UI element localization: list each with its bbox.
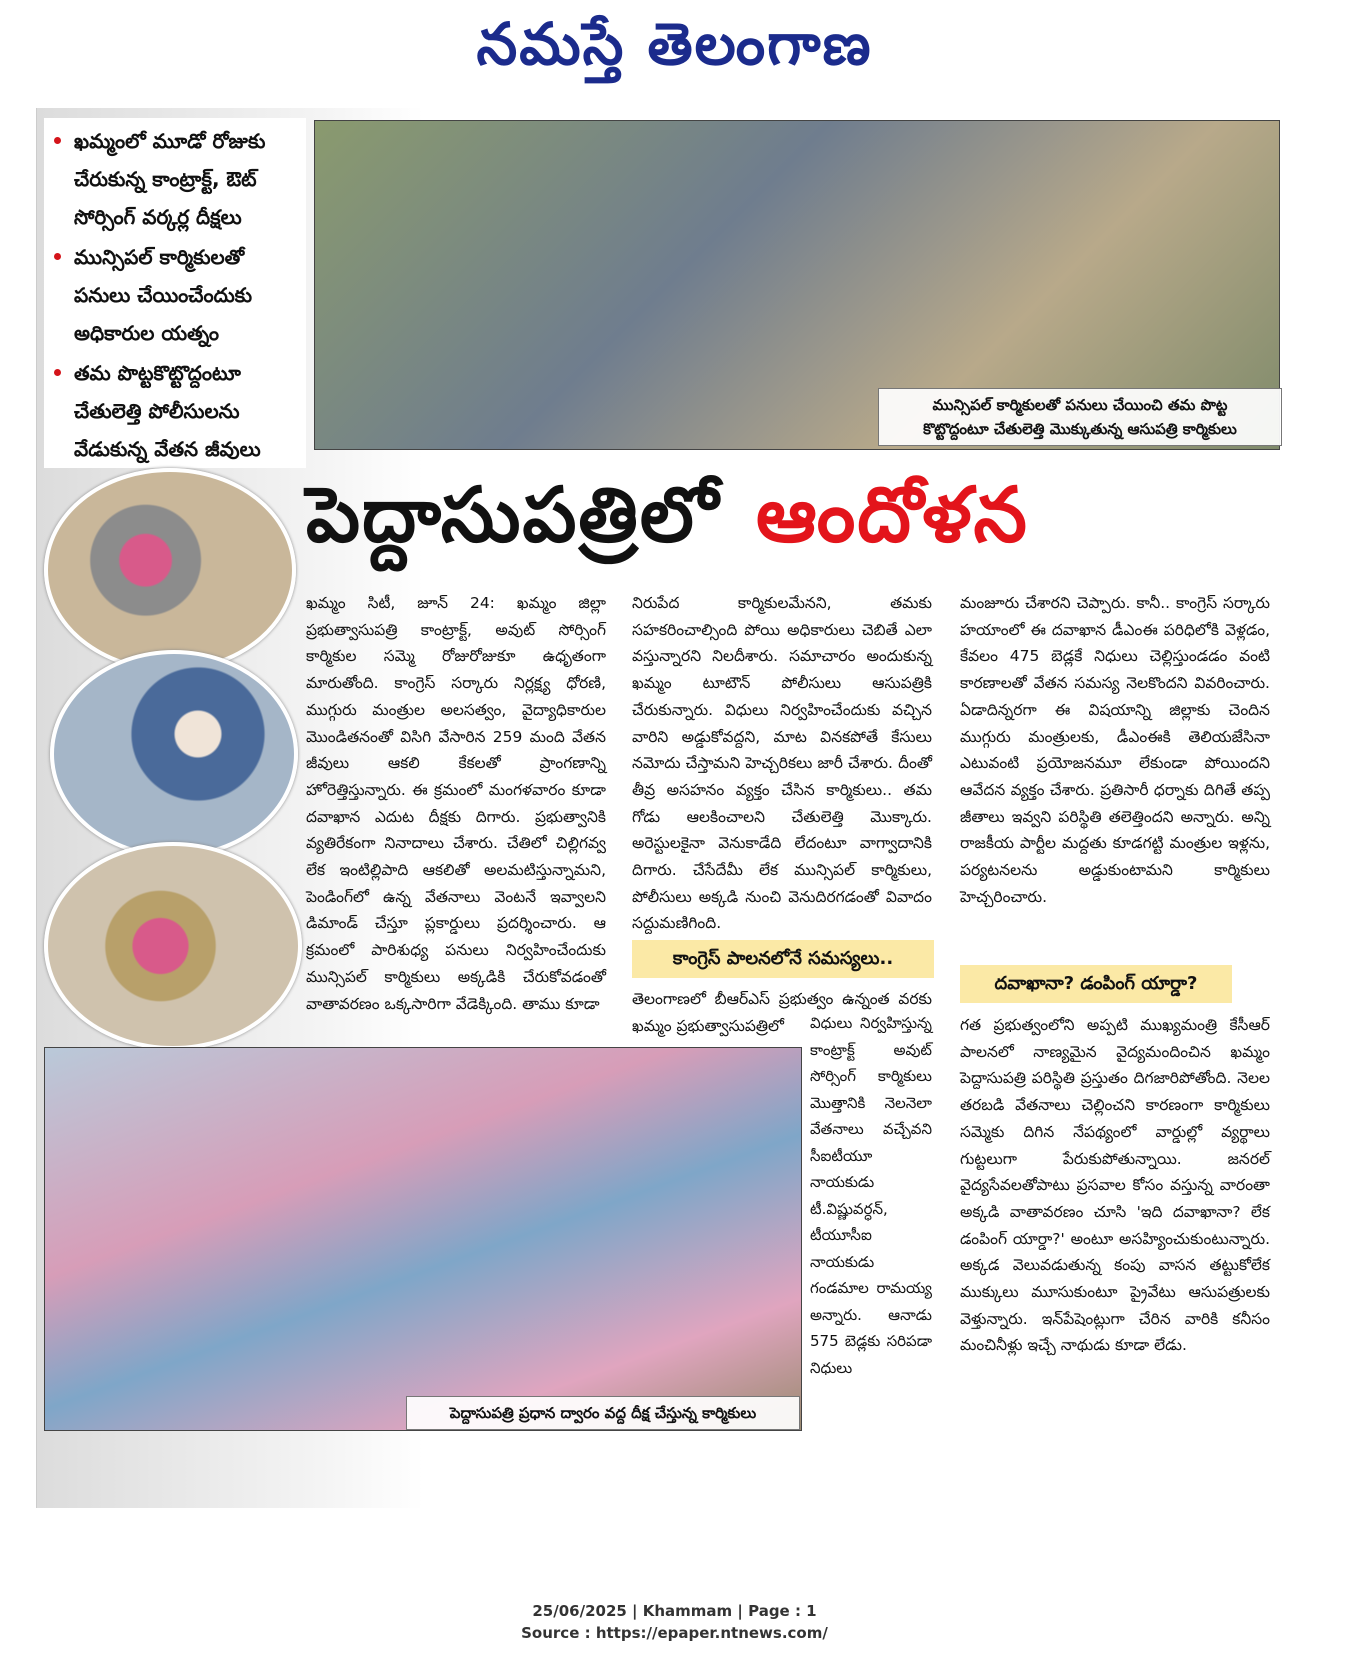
headline (306, 460, 1276, 570)
photo-bottom-caption: పెద్దాసుపత్రి ప్రధాన ద్వారం వద్ద దీక్ష చేస్తున్న కార్మికులు (406, 1396, 800, 1430)
garbage-photo-1 (44, 468, 296, 672)
highlight-item: తమ పొట్టకొట్టొద్దంటూ చేతులెత్తి పోలీసులను వేడుకున్న వేతన జీవులు (52, 354, 298, 468)
headline-part1: పెద్దాసుపత్రిలో (306, 470, 721, 559)
bullet-icon (54, 253, 61, 260)
headline-part2: ఆందోళన (756, 470, 1029, 559)
masthead (0, 0, 1349, 100)
highlights-box (44, 118, 306, 468)
footer-source: Source : https://epaper.ntnews.com/ (521, 1624, 828, 1642)
article-column-3-continued: గత ప్రభుత్వంలోని అప్పటి ముఖ్యమంత్రి కేసీఆర్‌ పాలనలో నాణ్యమైన వైద్యమందించిన ఖమ్మం పెద్దాసుపత్రి పరిస్థితి ప్రస్తుతం దిగజారిపోతోంది. నెలల తరబడి వేతనాలు చెల్లించని కారణంగా కార్మికులు సమ్మెకు దిగిన నేపథ్యంలో వార్డుల్లో వ్యర్థాలు గుట్టలుగా పేరుకుపోతున్నాయి. జనరల్‌ వైద్యసేవలతోపాటు ప్రసవాల కోసం వస్తున్న వారంతా అక్కడి వాతావరణం చూసి 'ఇది దవాఖానా? లేక డంపింగ్‌ యార్డా?' అంటూ అసహ్యించుకుంటున్నారు. అక్కడ వెలువడుతున్న కంపు వాసన తట్టుకోలేక ముక్కులు మూసుకుంటూ ప్రైవేటు ఆసుపత్రులకు వెళ్తున్నారు. ఇన్‌పేషెంట్లుగా చేరిన వారికి కనీసం మంచినీళ్లు ఇచ్చే నాథుడు కూడా లేడు. (960, 1016, 1270, 1355)
newspaper-title: నమస్తే తెలంగాణ (476, 10, 873, 78)
bullet-icon (54, 137, 61, 144)
article-column-3: మంజూరు చేశారని చెప్పారు. కానీ.. కాంగ్రెస్‌ సర్కారు హయాంలో ఈ దవాఖాన డీఎంఈ పరిధిలోకి వెళ్లడం, కేవలం 475 బెడ్లకే నిధులు చెల్లిస్తుండడం వంటి కారణాలతో వేతన సమస్య నెలకొందని వివరించారు. ఏడాదిన్నరగా ఈ విషయాన్ని జిల్లాకు చెందిన ముగ్గురు మంత్రులకు, డీఎంఈకి తెలియజేసినా ఎటువంటి ప్రయోజనమూ లేకుండా పోయిందని ఆవేదన వ్యక్తం చేశారు. ప్రతిసారీ ధర్నాకు దిగితే తప్ప జీతాలు ఇవ్వని పరిస్థితి తలెత్తిందని అన్నారు. అన్ని రాజకీయ పార్టీల మద్దతు కూడగట్టి మంత్రుల ఇళ్లను, పర్యటనలను అడ్డుకుంటామని కార్మికులు హెచ్చరించారు. (960, 594, 1270, 906)
article-column-2: నిరుపేద కార్మికులమేనని, తమకు సహకరించాల్సింది పోయి అధికారులు చెబితే ఎలా వస్తున్నారని నిలదీశారు. సమాచారం అందుకున్న ఖమ్మం టూటౌన్‌ పోలీసులు ఆసుపత్రికి చేరుకున్నారు. విధులు నిర్వహించేందుకు వచ్చిన వారిని అడ్డుకోవద్దని, మాట వినకపోతే కేసులు నమోదు చేస్తామని హెచ్చరికలు జారీ చేశారు. దీంతో తీవ్ర అసహనం వ్యక్తం చేసిన కార్మికులు.. తమ గోడు ఆలకించాలని చేతులెత్తి మొక్కారు. అరెస్టులకైనా వెనుకాడేది లేదంటూ వాగ్వాదానికి దిగారు. చేసేదేమీ లేక మున్సిపల్‌ కార్మికులు, పోలీసులు అక్కడి నుంచి వెనుదిరగడంతో వివాదం సద్దుమణిగింది. (632, 594, 932, 933)
police-photo (50, 650, 298, 858)
highlight-item: మున్సిపల్‌ కార్మికులతో పనులు చేయించేందుకు అధికారుల యత్నం (52, 238, 298, 352)
protest-photo-bottom (44, 1047, 802, 1431)
subheading-dumping-yard: దవాఖానా? డంపింగ్‌ యార్డా? (960, 965, 1232, 1003)
article-column-2b: విధులు నిర్వహిస్తున్న కాంట్రాక్ట్‌ అవుట్‌ సోర్సింగ్‌ కార్మికులు మొత్తానికి నెలనెలా వేతనాలు వచ్చేవని సీఐటీయూ నాయకుడు టీ.విష్ణువర్ధన్‌, టీయూసీఐ నాయకుడు గండమాల రామయ్య అన్నారు. ఆనాడు 575 బెడ్లకు సరిపడా నిధులు (810, 1014, 932, 1377)
footer-date-edition: 25/06/2025 | Khammam | Page : 1 (532, 1602, 817, 1620)
bullet-icon (54, 369, 61, 376)
highlight-item: ఖమ్మంలో మూడో రోజుకు చేరుకున్న కాంట్రాక్ట్‌, ఔట్‌ సోర్సింగ్‌ వర్కర్ల దీక్షలు (52, 122, 298, 236)
subheading-congress: కాంగ్రెస్‌ పాలనలోనే సమస్యలు.. (632, 940, 934, 978)
photo-top-caption: మున్సిపల్‌ కార్మికులతో పనులు చేయించి తమ పొట్ట కొట్టొద్దంటూ చేతులెత్తి మొక్కుతున్న ఆసుపత్రి కార్మికులు (878, 388, 1282, 446)
article-column-1: ఖమ్మం సిటీ, జూన్‌ 24: ఖమ్మం జిల్లా ప్రభుత్వాసుపత్రి కాంట్రాక్ట్‌, అవుట్‌ సోర్సింగ్‌ కార్మికుల సమ్మె రోజురోజుకూ ఉధృతంగా మారుతోంది. కాంగ్రెస్‌ సర్కారు నిర్లక్ష్య ధోరణి, ముగ్గురు మంత్రుల అలసత్వం, వైద్యాధికారుల మొండితనంతో విసిగి వేసారిన 259 మంది వేతన జీవులు ఆకలి కేకలతో ప్రాంగణాన్ని హోరెత్తిస్తున్నారు. ఈ క్రమంలో మంగళవారం కూడా దవాఖాన ఎదుట దీక్షకు దిగారు. ప్రభుత్వానికి వ్యతిరేకంగా నినాదాలు చేశారు. చేతిలో చిల్లిగవ్వ లేక ఇంటిల్లిపాది ఆకలితో అలమటిస్తున్నామని, పెండింగ్‌లో ఉన్న వేతనాలు వెంటనే ఇవ్వాలని డిమాండ్‌ చేస్తూ ప్లకార్డులు ప్రదర్శించారు. ఆ క్రమంలో పారిశుధ్య పనులు నిర్వహించేందుకు మున్సిపల్‌ కార్మికులు అక్కడికి చేరుకోవడంతో వాతావరణం ఒక్కసారిగా వేడెక్కింది. తాము కూడా (306, 594, 606, 1013)
article-column-2-continued: తెలంగాణలో బీఆర్‌ఎస్‌ ప్రభుత్వం ఉన్నంత వరకు ఖమ్మం ప్రభుత్వాసుపత్రిలో (632, 990, 932, 1035)
garbage-photo-2 (44, 842, 302, 1050)
